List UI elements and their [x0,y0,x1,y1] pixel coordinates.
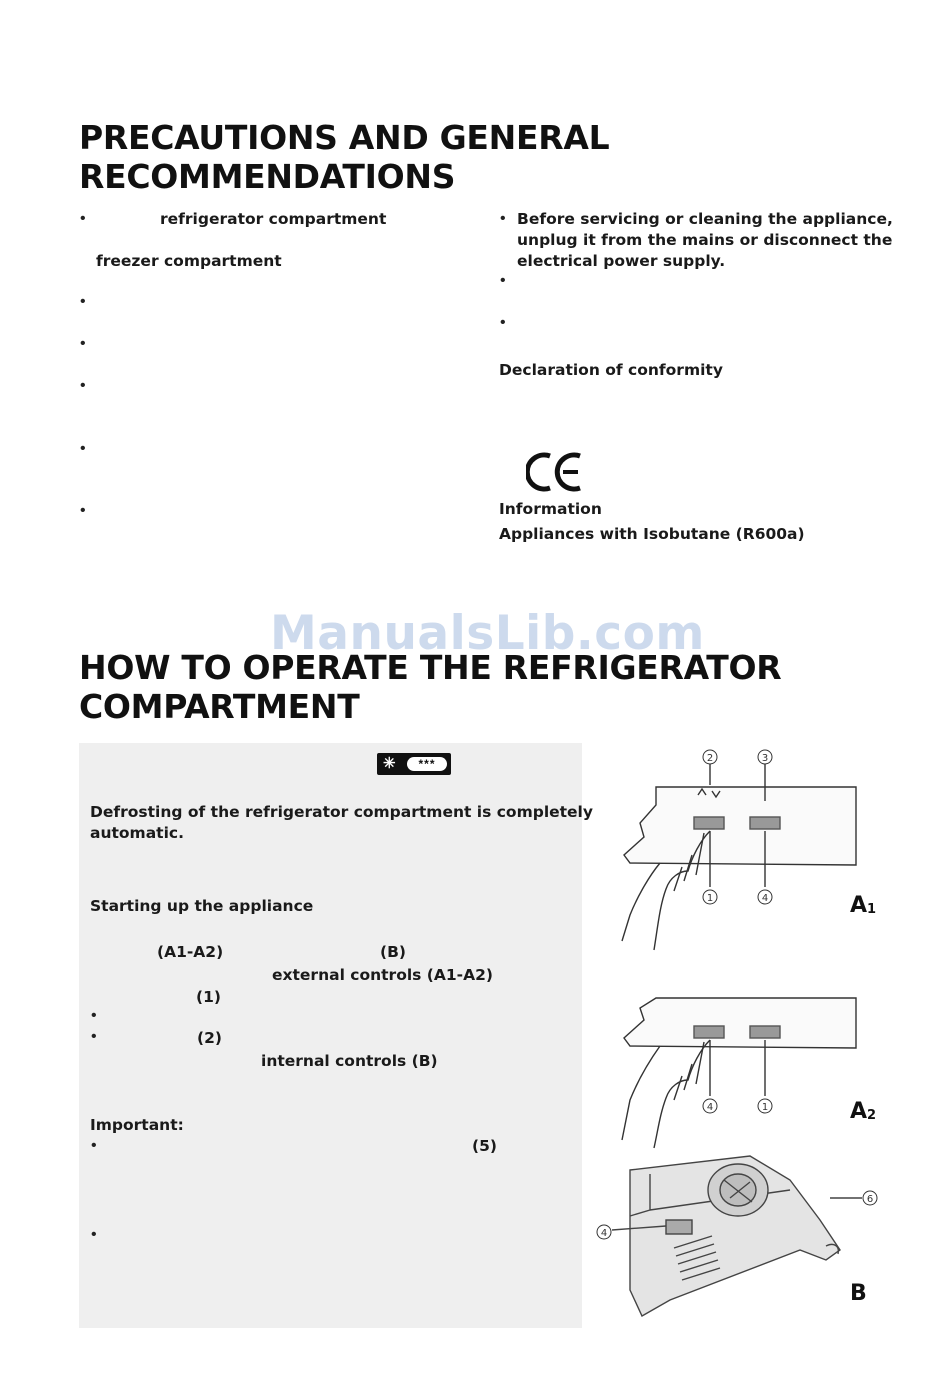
bullet: • [80,335,86,352]
callout-label: 4 [706,1102,714,1113]
callout-label: 1 [761,1102,769,1113]
bullet: • [80,377,86,394]
figure-b-label: B [850,1281,867,1306]
internal-controls-text: internal controls (B) [261,1052,438,1070]
operate-heading-line1: HOW TO OPERATE THE REFRIGERATOR [79,648,782,687]
information-heading: Information [499,500,602,518]
star-rating: *** [407,757,447,771]
callout-label: 4 [761,893,769,904]
isobutane-heading: Appliances with Isobutane (R600a) [499,525,805,543]
bullet: • [80,440,86,457]
refrigerator-compartment-text: refrigerator compartment [160,210,387,228]
freezer-star-badge [377,753,451,775]
ref-2: (2) [197,1029,222,1047]
figure-b-internal-control [590,1150,885,1320]
declaration-heading: Declaration of conformity [499,361,723,379]
snowflake-icon: ✳ [383,755,396,772]
defrost-text-line1: Defrosting of the refrigerator compartment is completely [90,803,593,821]
callout-label: 3 [761,753,769,764]
bullet: • [91,1007,97,1024]
freezer-compartment-text: freezer compartment [96,252,282,270]
figure-a2-control-panel [600,990,870,1150]
bullet: • [80,293,86,310]
bullet: • [91,1226,97,1243]
figure-a1-control-panel [600,745,870,955]
bullet: • [91,1137,97,1154]
bullet: • [500,210,506,227]
bullet: • [80,502,86,519]
ref-5: (5) [472,1137,497,1155]
servicing-text-line1: Before servicing or cleaning the appliance, [517,210,893,228]
bullet: • [91,1028,97,1045]
startup-heading: Starting up the appliance [90,897,314,915]
watermark: ManualsLib.com [270,606,705,661]
ref-b: (B) [380,943,406,961]
precautions-heading-line1: PRECAUTIONS AND GENERAL [79,118,610,157]
callout-label: 4 [600,1228,608,1239]
external-controls-text: external controls (A1-A2) [272,966,493,984]
callout-label: 1 [706,893,714,904]
important-heading: Important: [90,1116,184,1134]
callout-label: 6 [866,1194,874,1205]
ce-mark-icon [526,450,586,494]
figure-a1-label: $A_1$ [850,893,877,918]
callout-label: 2 [706,753,714,764]
ref-1: (1) [196,988,221,1006]
servicing-text-line2: unplug it from the mains or disconnect the [517,231,893,249]
figure-a2-label: $A_2$ [850,1099,877,1124]
precautions-heading-line2: RECOMMENDATIONS [79,157,456,196]
bullet: • [500,314,506,331]
bullet: • [500,272,506,289]
defrost-text-line2: automatic. [90,824,184,842]
servicing-text-line3: electrical power supply. [517,252,726,270]
bullet: • [80,210,86,227]
ref-a1-a2: (A1-A2) [157,943,224,961]
operate-heading-line2: COMPARTMENT [79,687,360,726]
